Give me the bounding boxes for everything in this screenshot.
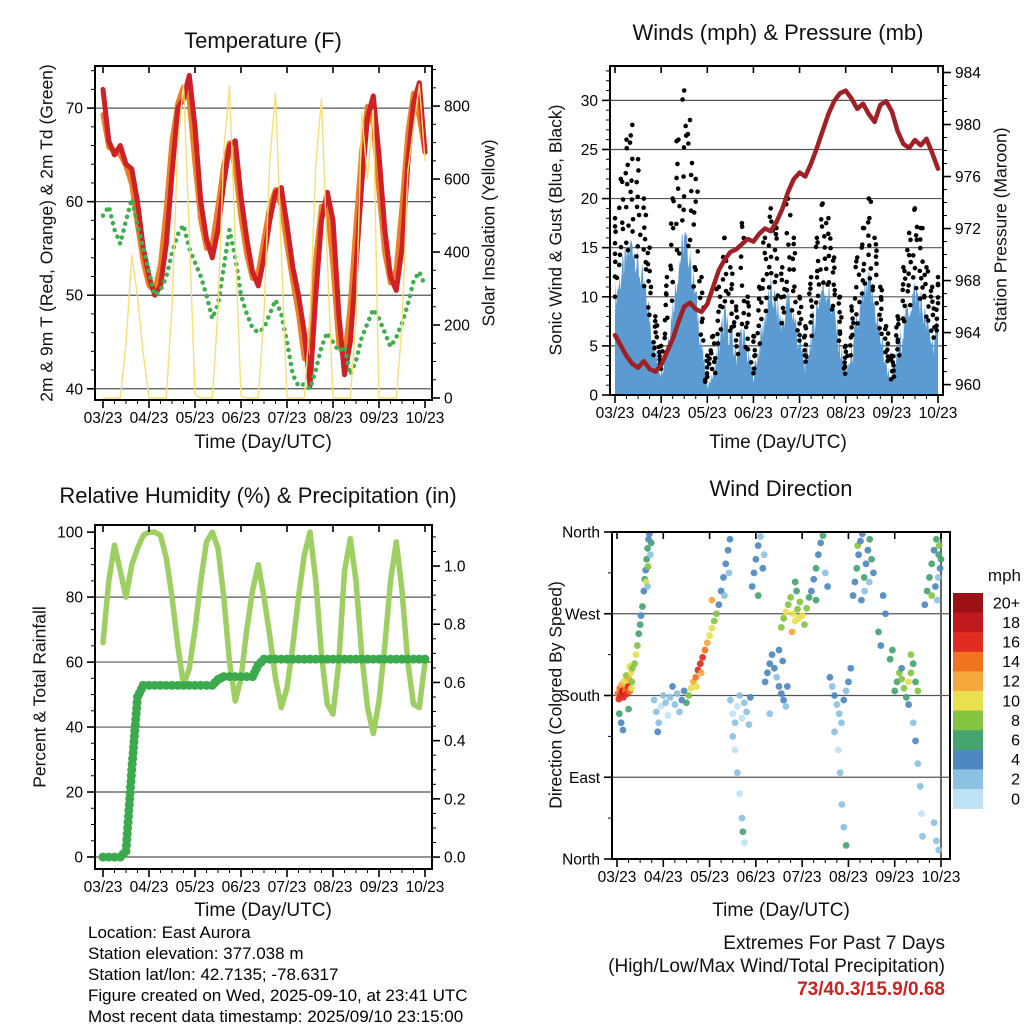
svg-text:800: 800 xyxy=(444,98,470,116)
extremes-values: 73/40.3/15.9/0.68 xyxy=(797,979,945,1000)
svg-text:60: 60 xyxy=(65,654,83,672)
xlabel-temperature: Time (Day/UTC) xyxy=(194,432,332,453)
svg-text:10: 10 xyxy=(580,289,598,307)
svg-text:09/23: 09/23 xyxy=(875,869,915,886)
ylabel-pressure-right: Station Pressure (Maroon) xyxy=(990,127,1011,333)
temperature-data xyxy=(103,75,425,398)
svg-text:East: East xyxy=(568,769,600,787)
svg-text:04/23: 04/23 xyxy=(643,869,683,886)
svg-text:07/23: 07/23 xyxy=(267,879,307,896)
svg-text:980: 980 xyxy=(955,117,981,135)
extremes-block xyxy=(608,932,945,1001)
svg-text:0.0: 0.0 xyxy=(444,849,466,867)
ylabel-wind-left: Sonic Wind & Gust (Blue, Black) xyxy=(545,104,566,356)
series-sonic-wind xyxy=(615,232,938,395)
svg-text:8: 8 xyxy=(1011,712,1020,730)
svg-text:20: 20 xyxy=(65,784,83,802)
svg-text:07/23: 07/23 xyxy=(267,410,307,427)
svg-text:0.8: 0.8 xyxy=(444,616,466,634)
svg-text:03/23: 03/23 xyxy=(83,410,123,427)
svg-text:968: 968 xyxy=(955,273,981,291)
svg-text:972: 972 xyxy=(955,221,981,239)
station-latlon: Station lat/lon: 42.7135; -78.6317 xyxy=(88,965,339,984)
data-timestamp: Most recent data timestamp: 2025/09/10 23:15:00 xyxy=(88,1007,464,1024)
svg-text:06/23: 06/23 xyxy=(736,869,776,886)
svg-text:04/23: 04/23 xyxy=(129,879,169,896)
svg-text:200: 200 xyxy=(444,317,470,335)
svg-text:10/23: 10/23 xyxy=(405,879,445,896)
svg-text:6: 6 xyxy=(1011,732,1020,750)
svg-text:03/23: 03/23 xyxy=(595,405,635,422)
svg-text:600: 600 xyxy=(444,171,470,189)
svg-text:80: 80 xyxy=(65,589,83,607)
xlabel-humidity: Time (Day/UTC) xyxy=(194,900,332,921)
station-elevation: Station elevation: 377.038 m xyxy=(88,944,304,963)
panel-winds xyxy=(581,65,981,422)
svg-text:964: 964 xyxy=(955,325,981,343)
xlabel-winds: Time (Day/UTC) xyxy=(709,432,847,453)
svg-text:07/23: 07/23 xyxy=(780,405,819,422)
svg-text:0: 0 xyxy=(74,849,83,867)
svg-text:08/23: 08/23 xyxy=(313,879,353,896)
svg-text:06/23: 06/23 xyxy=(221,410,261,427)
extremes-title: Extremes For Past 7 Days xyxy=(723,933,945,954)
svg-text:06/23: 06/23 xyxy=(221,879,261,896)
svg-text:16: 16 xyxy=(1002,634,1020,652)
svg-text:12: 12 xyxy=(1002,673,1020,691)
svg-text:20: 20 xyxy=(580,191,598,209)
svg-text:976: 976 xyxy=(955,169,981,187)
panel-temperature xyxy=(66,66,470,427)
svg-text:South: South xyxy=(559,688,600,705)
svg-text:0: 0 xyxy=(444,390,453,408)
svg-text:North: North xyxy=(562,524,600,542)
svg-text:15: 15 xyxy=(580,240,598,258)
svg-text:03/23: 03/23 xyxy=(83,879,123,896)
svg-text:960: 960 xyxy=(955,377,981,395)
svg-text:07/23: 07/23 xyxy=(782,869,822,886)
svg-text:09/23: 09/23 xyxy=(872,405,912,422)
humidity-gridlines xyxy=(95,597,432,857)
svg-text:10: 10 xyxy=(1002,693,1020,711)
svg-text:08/23: 08/23 xyxy=(829,869,868,886)
svg-text:984: 984 xyxy=(955,65,981,83)
ylabel-humidity-left: Percent & Total Rainfall xyxy=(29,606,50,788)
svg-text:05/23: 05/23 xyxy=(175,410,215,427)
svg-text:2: 2 xyxy=(1011,771,1020,789)
svg-text:60: 60 xyxy=(65,194,83,212)
ylabel-direction-left: Direction (Colored By Speed) xyxy=(545,581,566,809)
svg-text:05/23: 05/23 xyxy=(175,879,215,896)
svg-text:20+: 20+ xyxy=(992,595,1020,613)
winddir-data xyxy=(615,530,945,853)
svg-text:08/23: 08/23 xyxy=(313,410,353,427)
svg-text:100: 100 xyxy=(57,524,83,542)
svg-text:10/23: 10/23 xyxy=(405,410,445,427)
svg-text:0.4: 0.4 xyxy=(444,733,466,751)
panel-winddir xyxy=(559,525,1020,887)
svg-text:05/23: 05/23 xyxy=(690,869,729,886)
svg-text:4: 4 xyxy=(1011,752,1020,770)
svg-text:18: 18 xyxy=(1002,614,1020,632)
colorbar-units-label: mph xyxy=(987,566,1021,585)
svg-text:06/23: 06/23 xyxy=(734,405,773,422)
svg-text:40: 40 xyxy=(65,381,83,399)
title-temperature: Temperature (F) xyxy=(184,28,342,53)
svg-text:25: 25 xyxy=(580,141,598,159)
svg-text:5: 5 xyxy=(589,338,598,356)
svg-text:0: 0 xyxy=(1011,791,1020,809)
winds-data xyxy=(613,88,941,395)
svg-text:04/23: 04/23 xyxy=(641,405,681,422)
svg-text:400: 400 xyxy=(444,244,470,262)
svg-text:09/23: 09/23 xyxy=(359,410,399,427)
figure-created: Figure created on Wed, 2025-09-10, at 23:41 UTC xyxy=(88,986,468,1005)
title-wind-direction: Wind Direction xyxy=(709,476,853,501)
svg-text:10/23: 10/23 xyxy=(918,405,958,422)
svg-text:30: 30 xyxy=(580,92,598,110)
svg-text:05/23: 05/23 xyxy=(687,405,727,422)
svg-text:50: 50 xyxy=(65,287,83,305)
svg-text:10/23: 10/23 xyxy=(921,869,961,886)
svg-text:04/23: 04/23 xyxy=(129,410,169,427)
svg-text:08/23: 08/23 xyxy=(826,405,866,422)
station-info xyxy=(88,922,468,1024)
winddir-axes xyxy=(559,525,960,887)
svg-text:40: 40 xyxy=(65,719,83,737)
svg-text:03/23: 03/23 xyxy=(597,869,637,886)
svg-text:70: 70 xyxy=(65,100,83,118)
xlabel-winddir: Time (Day/UTC) xyxy=(712,900,850,921)
svg-text:14: 14 xyxy=(1002,654,1020,672)
svg-text:0.6: 0.6 xyxy=(444,674,466,692)
ylabel-solar-right: Solar Insolation (Yellow) xyxy=(478,139,499,327)
series-relative-humidity xyxy=(103,532,425,733)
ylabel-temperature-left: 2m & 9m T (Red, Orange) & 2m Td (Green) xyxy=(36,64,57,402)
svg-text:North: North xyxy=(562,851,600,869)
svg-text:1.0: 1.0 xyxy=(444,558,466,576)
svg-text:0: 0 xyxy=(589,387,598,405)
panel-humidity xyxy=(57,525,466,896)
speed-colorbar xyxy=(953,593,1020,809)
title-humidity-precip: Relative Humidity (%) & Precipitation (in) xyxy=(59,483,457,508)
extremes-subtitle: (High/Low/Max Wind/Total Precipitation) xyxy=(608,956,945,977)
title-winds-pressure: Winds (mph) & Pressure (mb) xyxy=(632,20,924,45)
svg-text:09/23: 09/23 xyxy=(359,879,399,896)
station-location: Location: East Aurora xyxy=(88,923,251,942)
svg-text:West: West xyxy=(564,606,600,624)
humidity-data xyxy=(99,532,430,861)
svg-text:0.2: 0.2 xyxy=(444,791,466,809)
